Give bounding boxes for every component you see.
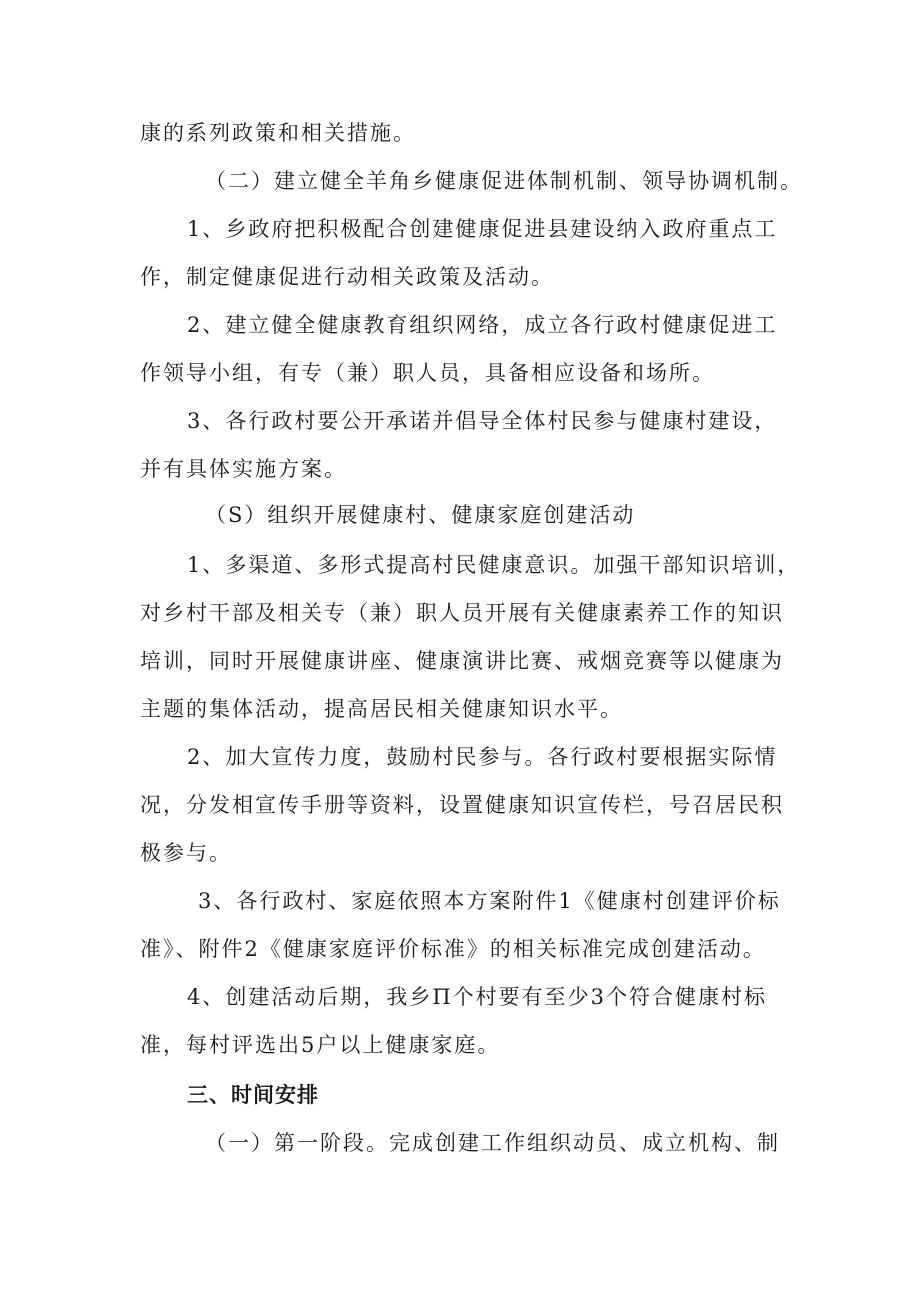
paragraph-line: 1、乡政府把积极配合创建健康促进县建设纳入政府重点工 xyxy=(187,217,778,241)
paragraph-line: 2、加大宣传力度，鼓励村民参与。各行政村要根据实际情 xyxy=(187,745,778,769)
section-subheading: （二）建立健全羊角乡健康促进体制机制、领导协调机制。 xyxy=(205,169,803,193)
paragraph-line: 作，制定健康促进行动相关政策及活动。 xyxy=(140,265,554,289)
section-subheading: （一）第一阶段。完成创建工作组织动员、成立机构、制 xyxy=(205,1131,780,1155)
paragraph-line: 4、创建活动后期，我乡Π个村要有至少3个符合健康村标 xyxy=(187,985,768,1009)
paragraph-line: 3、各行政村要公开承诺并倡导全体村民参与健康村建设， xyxy=(187,409,778,433)
section-heading: 三、时间安排 xyxy=(187,1083,319,1107)
paragraph-line: 并有具体实施方案。 xyxy=(140,457,347,481)
paragraph-line: 3、各行政村、家庭依照本方案附件1《健康村创建评价标 xyxy=(198,889,781,913)
paragraph-line: 极参与。 xyxy=(140,841,232,865)
paragraph-line: 对乡村干部及相关专（兼）职人员开展有关健康素养工作的知识 xyxy=(140,601,784,625)
paragraph-line: 准》、附件2《健康家庭评价标准》的相关标准完成创建活动。 xyxy=(140,937,766,961)
paragraph-line: 1、多渠道、多形式提高村民健康意识。加强干部知识培训， xyxy=(187,553,801,577)
paragraph-line: 主题的集体活动，提高居民相关健康知识水平。 xyxy=(140,697,623,721)
paragraph-line: 培训，同时开展健康讲座、健康演讲比赛、戒烟竞赛等以健康为 xyxy=(140,649,784,673)
paragraph-line: 准，每村评选出5户以上健康家庭。 xyxy=(140,1033,501,1057)
paragraph-line: 康的系列政策和相关措施。 xyxy=(140,121,416,145)
paragraph-line: 况，分发相宣传手册等资料，设置健康知识宣传栏，号召居民积 xyxy=(140,793,784,817)
section-subheading: （S）组织开展健康村、健康家庭创建活动 xyxy=(205,503,636,527)
paragraph-line: 作领导小组，有专（兼）职人员，具备相应设备和场所。 xyxy=(140,361,715,385)
paragraph-line: 2、建立健全健康教育组织网络，成立各行政村健康促进工 xyxy=(187,313,778,337)
